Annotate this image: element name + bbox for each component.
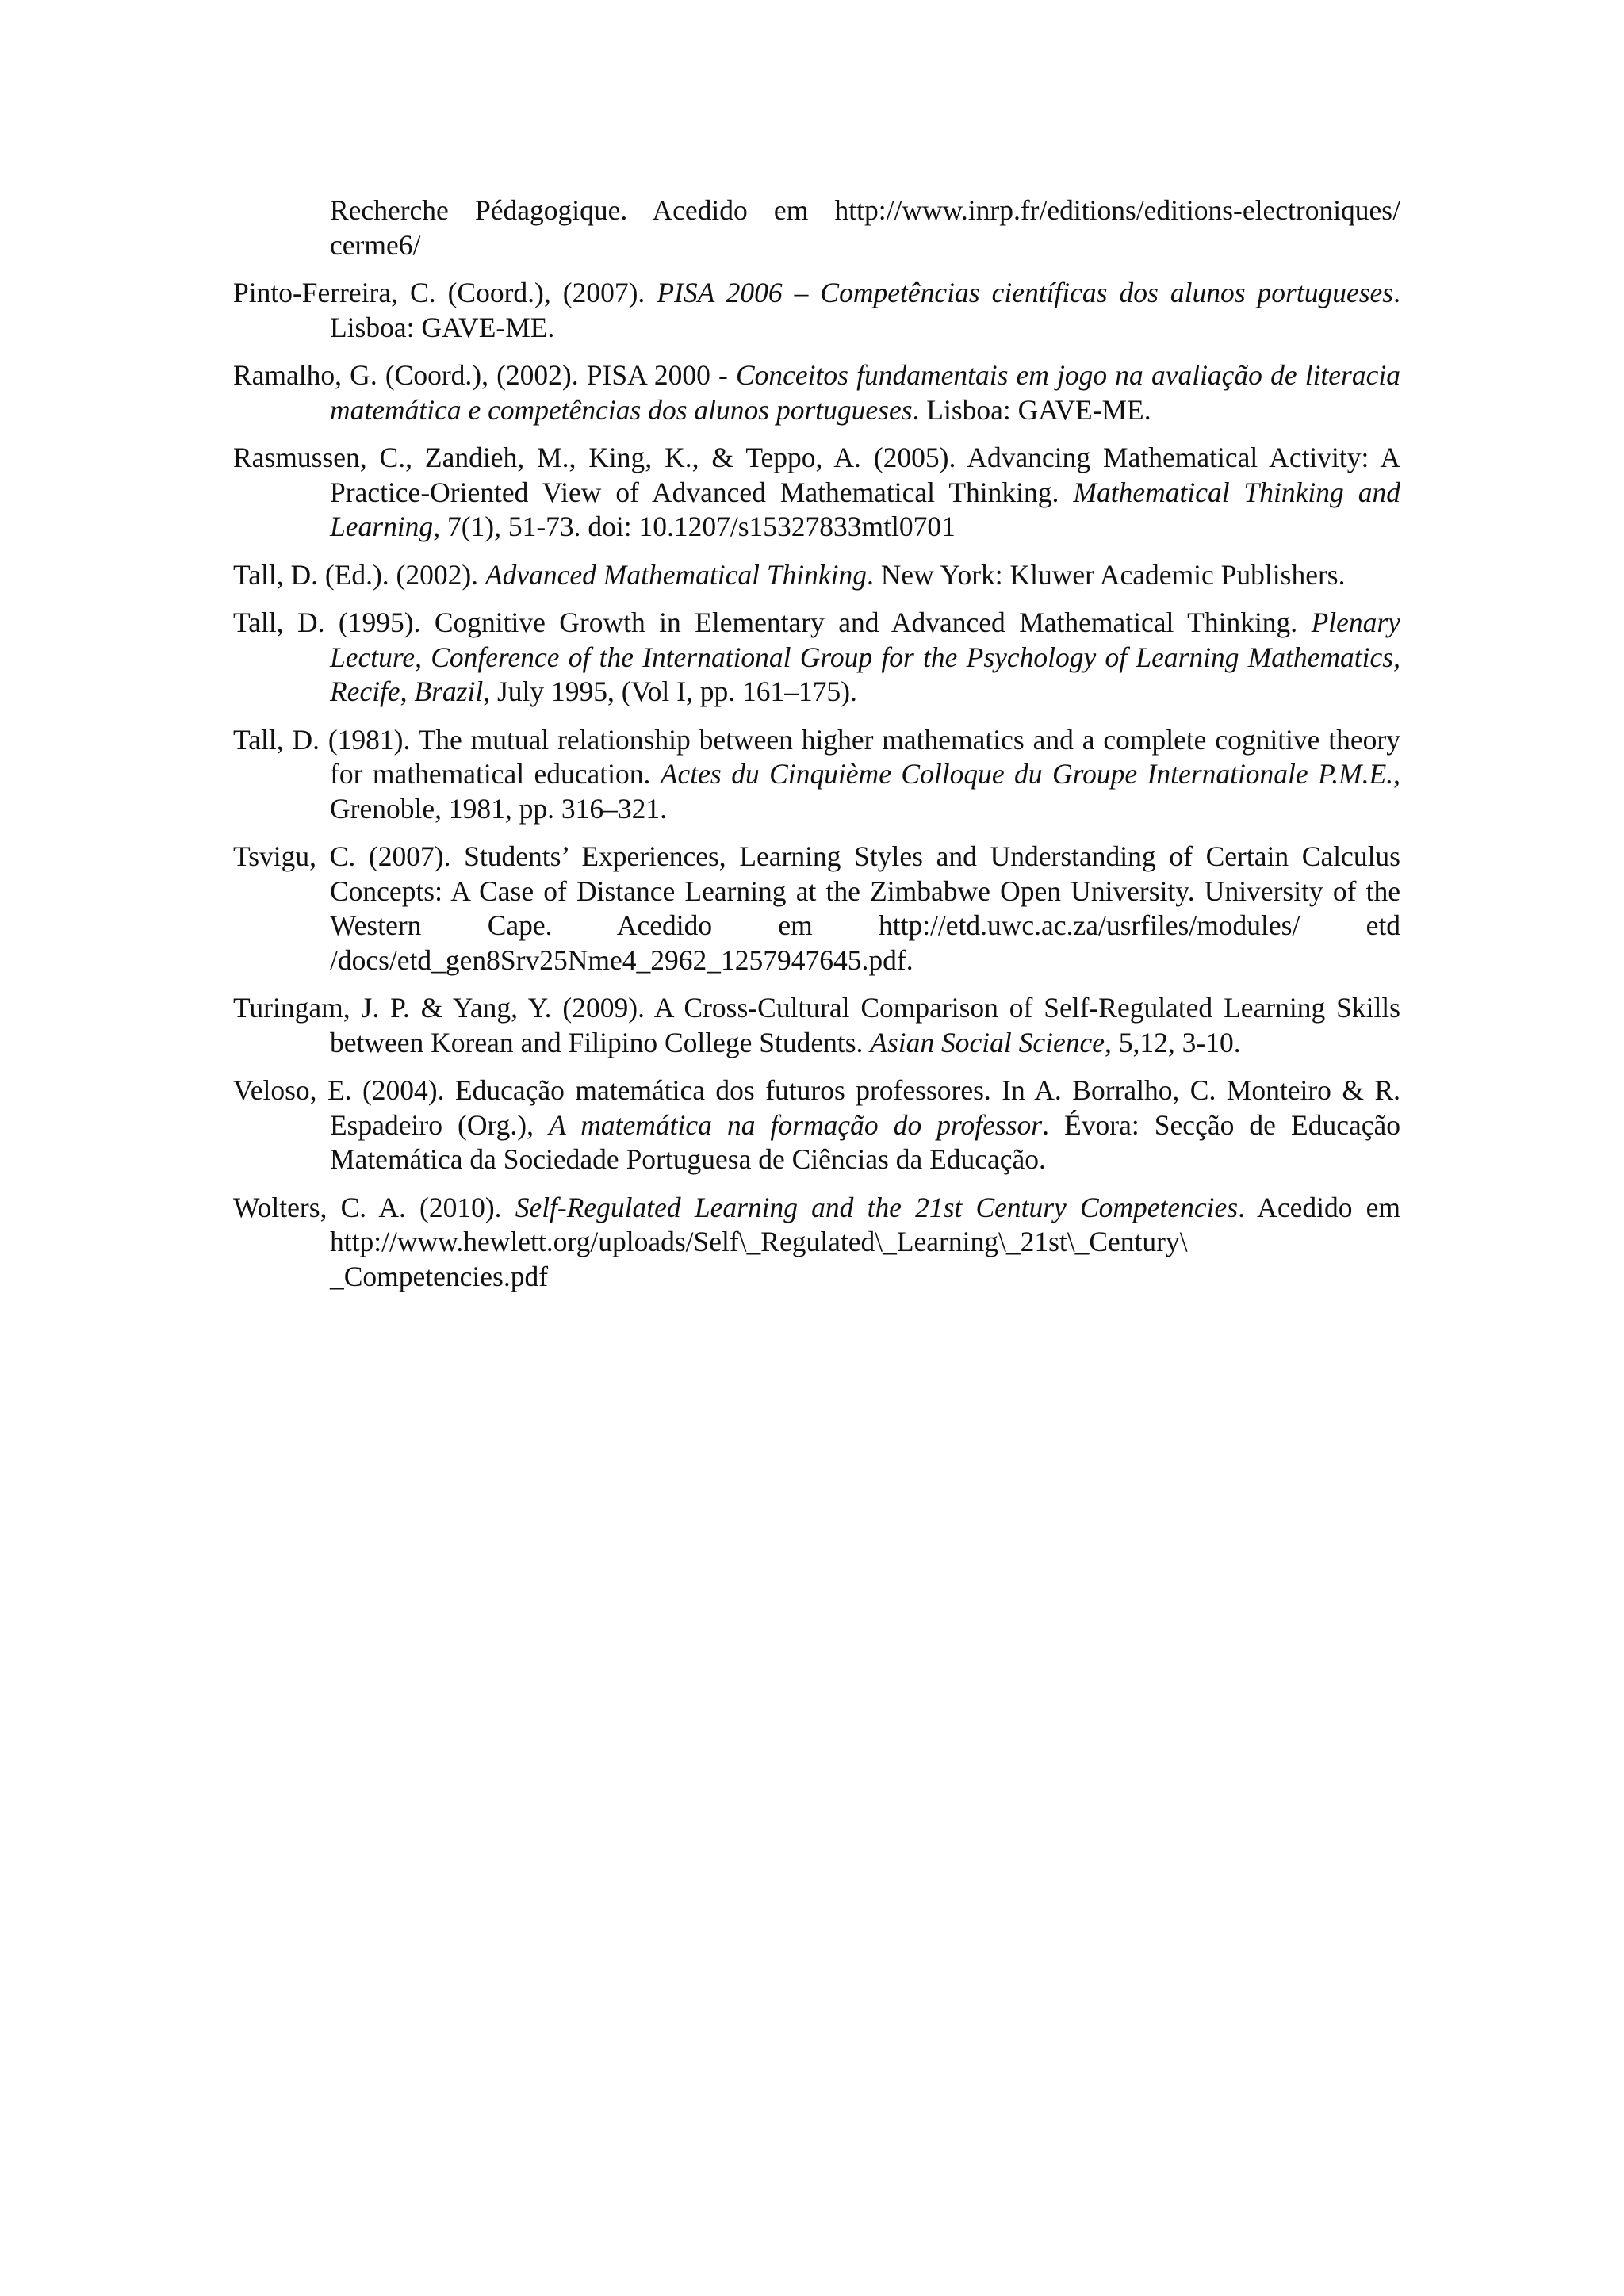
reference-title: A matemática na formação do professor	[549, 1108, 1043, 1141]
reference-entry-continuation	[233, 193, 1400, 262]
reference-entry	[233, 723, 1400, 827]
reference-title: Self-Regulated Learning and the 21st Century Competencies	[515, 1191, 1239, 1223]
reference-entry	[233, 991, 1400, 1060]
reference-text: Veloso, E. (2004). Educação matemática dos futuros professores. In A. Borralho, C. Monteiro & R. Espadeiro (Org.),	[233, 1074, 1400, 1141]
reference-entry	[233, 1073, 1400, 1177]
reference-title: Conceitos fundamentais em jogo na avaliação de literacia matemática e competências dos alunos portugueses	[330, 359, 1400, 426]
reference-entry	[233, 1191, 1400, 1295]
reference-entry	[233, 606, 1400, 710]
reference-text: Rasmussen, C., Zandieh, M., King, K., & Teppo, A. (2005). Advancing Mathematical Activity: A Practice-Oriented View of Advanced Mathematical Thinking.	[233, 442, 1400, 508]
reference-text: Turingam, J. P. & Yang, Y. (2009). A Cross-Cultural Comparison of Self-Regulated Learning Skills between Korean and Filipino College Students.	[233, 992, 1400, 1058]
reference-entry	[233, 840, 1400, 978]
reference-title: PISA 2006 – Competências científicas dos alunos portugueses	[657, 277, 1394, 308]
reference-title: Mathematical Thinking and Learning	[330, 476, 1400, 542]
reference-text: Ramalho, G. (Coord.), (2002). PISA 2000 -	[233, 359, 736, 391]
reference-text: , July 1995, (Vol I, pp. 161–175).	[483, 675, 857, 707]
reference-entry	[233, 358, 1400, 427]
reference-text: Pinto-Ferreira, C. (Coord.), (2007).	[233, 277, 657, 308]
reference-text: Tall, D. (Ed.). (2002).	[233, 558, 485, 591]
reference-text: . Lisboa: GAVE-ME.	[330, 277, 1400, 343]
reference-title: Plenary Lecture, Conference of the International Group for the Psychology of Learning Mathematics, Recife, Brazil	[330, 607, 1400, 707]
reference-entry	[233, 276, 1400, 345]
reference-title: Advanced Mathematical Thinking	[485, 558, 868, 591]
reference-text: . New York: Kluwer Academic Publishers.	[867, 558, 1346, 591]
reference-text: , 5,12, 3-10.	[1105, 1026, 1241, 1058]
reference-text: Recherche Pédagogique. Acedido em http://www.inrp.fr/editions/editions-electroniques/ cerme6/	[330, 194, 1400, 261]
reference-text: . Lisboa: GAVE-ME.	[912, 393, 1151, 426]
reference-text: , 7(1), 51-73. doi: 10.1207/s15327833mtl0701	[433, 511, 956, 542]
reference-text: Tall, D. (1981). The mutual relationship between higher mathematics and a complete cognitive theory for mathematical education.	[233, 723, 1400, 790]
reference-text: Wolters, C. A. (2010).	[233, 1191, 515, 1223]
reference-entry	[233, 441, 1400, 545]
reference-text: Tsvigu, C. (2007). Students’ Experiences, Learning Styles and Understanding of Certain Calculus Concepts: A Case of Distance Learning at the Zimbabwe Open University. University of the Western Cape. Acedido em http://etd.uwc.ac.za/usrfiles/modules/ etd /docs/etd_gen8Srv25Nme4_2962_1257947645.pdf.	[233, 840, 1400, 976]
reference-text: Tall, D. (1995). Cognitive Growth in Elementary and Advanced Mathematical Thinking.	[233, 607, 1312, 638]
reference-text: . Évora: Secção de Educação Matemática da Sociedade Portuguesa de Ciências da Educação.	[330, 1108, 1400, 1175]
reference-entry	[233, 558, 1400, 593]
reference-text: , Grenoble, 1981, pp. 316–321.	[330, 758, 1401, 825]
reference-title: Actes du Cinquième Colloque du Groupe Internationale P.M.E.	[660, 758, 1394, 790]
reference-title: Asian Social Science	[870, 1026, 1105, 1058]
reference-text: . Acedido em http://www.hewlett.org/uploads/Self\_Regulated\_Learning\_21st\_Century\ _Competencies.pdf	[330, 1191, 1400, 1292]
reference-list	[233, 193, 1400, 1307]
